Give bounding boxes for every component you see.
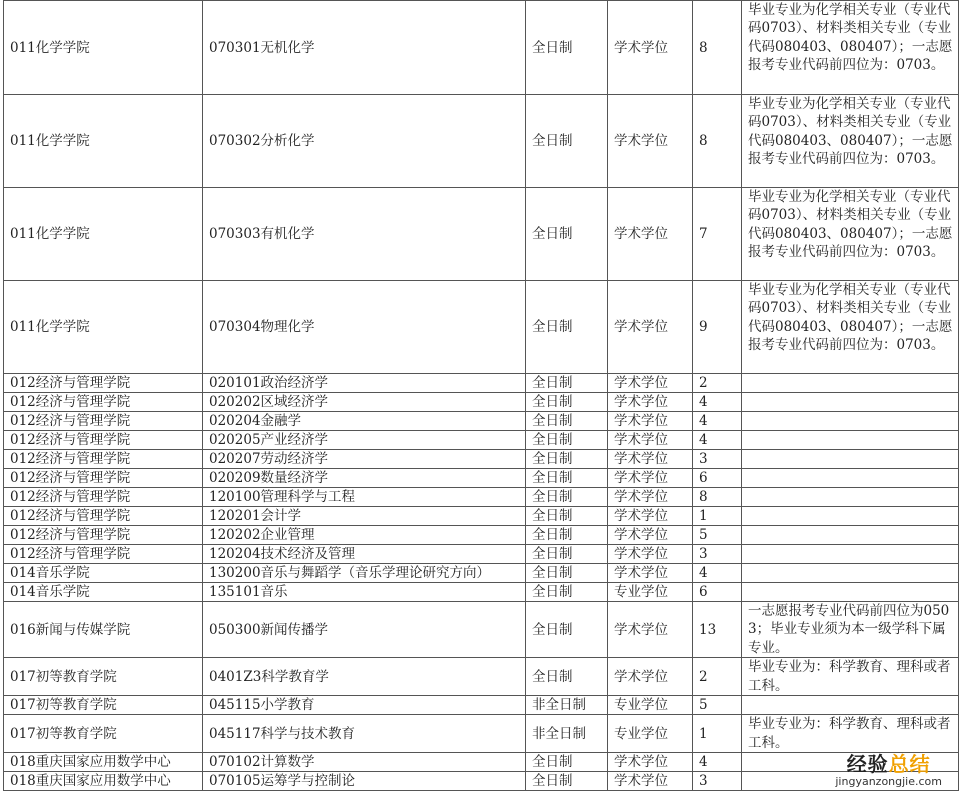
requirement-note-cell: [742, 393, 959, 412]
requirement-note-cell: [742, 564, 959, 583]
study-mode-cell: 全日制: [526, 772, 608, 791]
major-cell: 070302分析化学: [203, 95, 526, 188]
requirement-note-cell: [742, 507, 959, 526]
study-mode-cell: 全日制: [526, 393, 608, 412]
study-mode-cell: 全日制: [526, 374, 608, 393]
requirement-note-cell: [742, 374, 959, 393]
degree-type-cell: 学术学位: [608, 488, 693, 507]
study-mode-cell: 全日制: [526, 545, 608, 564]
enrollment-count-cell: 7: [693, 188, 742, 281]
study-mode-cell: 全日制: [526, 507, 608, 526]
major-cell: 020207劳动经济学: [203, 450, 526, 469]
college-cell: 017初等教育学院: [4, 696, 203, 715]
degree-type-cell: 专业学位: [608, 696, 693, 715]
degree-type-cell: 学术学位: [608, 412, 693, 431]
major-cell: 050300新闻传播学: [203, 602, 526, 658]
study-mode-cell: 全日制: [526, 412, 608, 431]
enrollment-count-cell: 4: [693, 431, 742, 450]
study-mode-cell: 全日制: [526, 488, 608, 507]
degree-type-cell: 学术学位: [608, 658, 693, 696]
enrollment-count-cell: 8: [693, 488, 742, 507]
table-row: [4, 488, 959, 507]
enrollment-count-cell: 5: [693, 696, 742, 715]
degree-type-cell: 学术学位: [608, 564, 693, 583]
enrollment-count-cell: 4: [693, 753, 742, 772]
enrollment-count-cell: 1: [693, 715, 742, 753]
requirement-note-cell: 一志愿报考专业代码前四位为0503；毕业专业须为本一级学科下属专业。: [742, 602, 959, 658]
enrollment-count-cell: 2: [693, 374, 742, 393]
requirement-note-cell: [742, 526, 959, 545]
study-mode-cell: 全日制: [526, 1, 608, 95]
major-cell: 045115小学教育: [203, 696, 526, 715]
degree-type-cell: 学术学位: [608, 95, 693, 188]
table-row: [4, 526, 959, 545]
study-mode-cell: 全日制: [526, 469, 608, 488]
degree-type-cell: 学术学位: [608, 281, 693, 374]
degree-type-cell: 学术学位: [608, 469, 693, 488]
enrollment-count-cell: 4: [693, 564, 742, 583]
study-mode-cell: 全日制: [526, 281, 608, 374]
college-cell: 011化学学院: [4, 95, 203, 188]
degree-type-cell: 学术学位: [608, 526, 693, 545]
enrollment-count-cell: 13: [693, 602, 742, 658]
major-cell: 020202区域经济学: [203, 393, 526, 412]
degree-type-cell: 学术学位: [608, 753, 693, 772]
study-mode-cell: 全日制: [526, 95, 608, 188]
requirement-note-cell: [742, 583, 959, 602]
enrollment-count-cell: 6: [693, 583, 742, 602]
college-cell: 016新闻与传媒学院: [4, 602, 203, 658]
study-mode-cell: 全日制: [526, 753, 608, 772]
enrollment-count-cell: 4: [693, 393, 742, 412]
college-cell: 014音乐学院: [4, 583, 203, 602]
major-cell: 130200音乐与舞蹈学（音乐学理论研究方向）: [203, 564, 526, 583]
degree-type-cell: 专业学位: [608, 583, 693, 602]
requirement-note-cell: [742, 696, 959, 715]
table-row: [4, 431, 959, 450]
major-cell: 020204金融学: [203, 412, 526, 431]
college-cell: 012经济与管理学院: [4, 507, 203, 526]
college-cell: 017初等教育学院: [4, 715, 203, 753]
table-row: [4, 696, 959, 715]
table-row: [4, 393, 959, 412]
requirement-note-cell: [742, 412, 959, 431]
table-row: [4, 715, 959, 753]
major-cell: 020101政治经济学: [203, 374, 526, 393]
degree-type-cell: 学术学位: [608, 374, 693, 393]
college-cell: 012经济与管理学院: [4, 545, 203, 564]
table-row: [4, 753, 959, 772]
requirement-note-cell: 毕业专业为化学相关专业（专业代码0703）、材料类相关专业（专业代码080403、080407）；一志愿报考专业代码前四位为：0703。: [742, 95, 959, 188]
major-cell: 120100管理科学与工程: [203, 488, 526, 507]
enrollment-count-cell: 9: [693, 281, 742, 374]
degree-type-cell: 学术学位: [608, 393, 693, 412]
table-row: [4, 281, 959, 374]
requirement-note-cell: [742, 469, 959, 488]
degree-type-cell: 学术学位: [608, 188, 693, 281]
major-cell: 120202企业管理: [203, 526, 526, 545]
watermark-url: jingyanzongjie.com: [835, 775, 942, 788]
degree-type-cell: 专业学位: [608, 715, 693, 753]
enrollment-count-cell: 3: [693, 545, 742, 564]
major-cell: 120204技术经济及管理: [203, 545, 526, 564]
college-cell: 012经济与管理学院: [4, 526, 203, 545]
major-cell: 020209数量经济学: [203, 469, 526, 488]
degree-type-cell: 学术学位: [608, 545, 693, 564]
major-cell: 070303有机化学: [203, 188, 526, 281]
college-cell: 011化学学院: [4, 188, 203, 281]
table-row: [4, 583, 959, 602]
degree-type-cell: 学术学位: [608, 507, 693, 526]
admissions-table: [3, 0, 959, 791]
requirement-note-cell: 毕业专业为化学相关专业（专业代码0703）、材料类相关专业（专业代码080403、080407）；一志愿报考专业代码前四位为：0703。: [742, 281, 959, 374]
table-row: [4, 1, 959, 95]
enrollment-count-cell: 5: [693, 526, 742, 545]
college-cell: 018重庆国家应用数学中心: [4, 753, 203, 772]
enrollment-count-cell: 3: [693, 450, 742, 469]
college-cell: 012经济与管理学院: [4, 450, 203, 469]
study-mode-cell: 全日制: [526, 583, 608, 602]
enrollment-count-cell: 3: [693, 772, 742, 791]
requirement-note-cell: [742, 431, 959, 450]
requirement-note-cell: 毕业专业为化学相关专业（专业代码0703）、材料类相关专业（专业代码080403、080407）；一志愿报考专业代码前四位为：0703。: [742, 1, 959, 95]
table-row: [4, 188, 959, 281]
table-row: [4, 602, 959, 658]
college-cell: 012经济与管理学院: [4, 374, 203, 393]
table-row: [4, 564, 959, 583]
study-mode-cell: 全日制: [526, 526, 608, 545]
major-cell: 070304物理化学: [203, 281, 526, 374]
table-row: [4, 374, 959, 393]
major-cell: 070102计算数学: [203, 753, 526, 772]
major-cell: 070105运筹学与控制论: [203, 772, 526, 791]
major-cell: 120201会计学: [203, 507, 526, 526]
major-cell: 045117科学与技术教育: [203, 715, 526, 753]
table-row: [4, 507, 959, 526]
table-row: [4, 545, 959, 564]
table-row: [4, 412, 959, 431]
study-mode-cell: 全日制: [526, 602, 608, 658]
requirement-note-cell: 毕业专业为：科学教育、理科或者工科。: [742, 658, 959, 696]
study-mode-cell: 全日制: [526, 658, 608, 696]
table-row: [4, 95, 959, 188]
study-mode-cell: 全日制: [526, 450, 608, 469]
degree-type-cell: 学术学位: [608, 772, 693, 791]
enrollment-count-cell: 8: [693, 1, 742, 95]
site-watermark: [835, 748, 942, 788]
enrollment-count-cell: 6: [693, 469, 742, 488]
college-cell: 017初等教育学院: [4, 658, 203, 696]
study-mode-cell: 全日制: [526, 431, 608, 450]
degree-type-cell: 学术学位: [608, 450, 693, 469]
college-cell: 011化学学院: [4, 281, 203, 374]
major-cell: 020205产业经济学: [203, 431, 526, 450]
degree-type-cell: 学术学位: [608, 431, 693, 450]
requirement-note-cell: 毕业专业为：科学教育、理科或者工科。: [742, 715, 959, 753]
college-cell: 012经济与管理学院: [4, 393, 203, 412]
table-body: [4, 1, 959, 791]
enrollment-count-cell: 2: [693, 658, 742, 696]
requirement-note-cell: [742, 450, 959, 469]
degree-type-cell: 学术学位: [608, 602, 693, 658]
college-cell: 012经济与管理学院: [4, 431, 203, 450]
major-cell: 135101音乐: [203, 583, 526, 602]
college-cell: 011化学学院: [4, 1, 203, 95]
enrollment-count-cell: 8: [693, 95, 742, 188]
college-cell: 012经济与管理学院: [4, 488, 203, 507]
major-cell: 0401Z3科学教育学: [203, 658, 526, 696]
requirement-note-cell: [742, 488, 959, 507]
college-cell: 014音乐学院: [4, 564, 203, 583]
study-mode-cell: 全日制: [526, 188, 608, 281]
watermark-logo-text: 经验总结: [846, 752, 931, 776]
requirement-note-cell: 毕业专业为化学相关专业（专业代码0703）、材料类相关专业（专业代码080403、080407）；一志愿报考专业代码前四位为：0703。: [742, 188, 959, 281]
major-cell: 070301无机化学: [203, 1, 526, 95]
requirement-note-cell: [742, 545, 959, 564]
study-mode-cell: 非全日制: [526, 696, 608, 715]
degree-type-cell: 学术学位: [608, 1, 693, 95]
college-cell: 012经济与管理学院: [4, 469, 203, 488]
college-cell: 018重庆国家应用数学中心: [4, 772, 203, 791]
table-row: [4, 772, 959, 791]
study-mode-cell: 全日制: [526, 564, 608, 583]
enrollment-count-cell: 4: [693, 412, 742, 431]
study-mode-cell: 非全日制: [526, 715, 608, 753]
table-row: [4, 469, 959, 488]
college-cell: 012经济与管理学院: [4, 412, 203, 431]
enrollment-count-cell: 1: [693, 507, 742, 526]
table-row: [4, 658, 959, 696]
table-row: [4, 450, 959, 469]
